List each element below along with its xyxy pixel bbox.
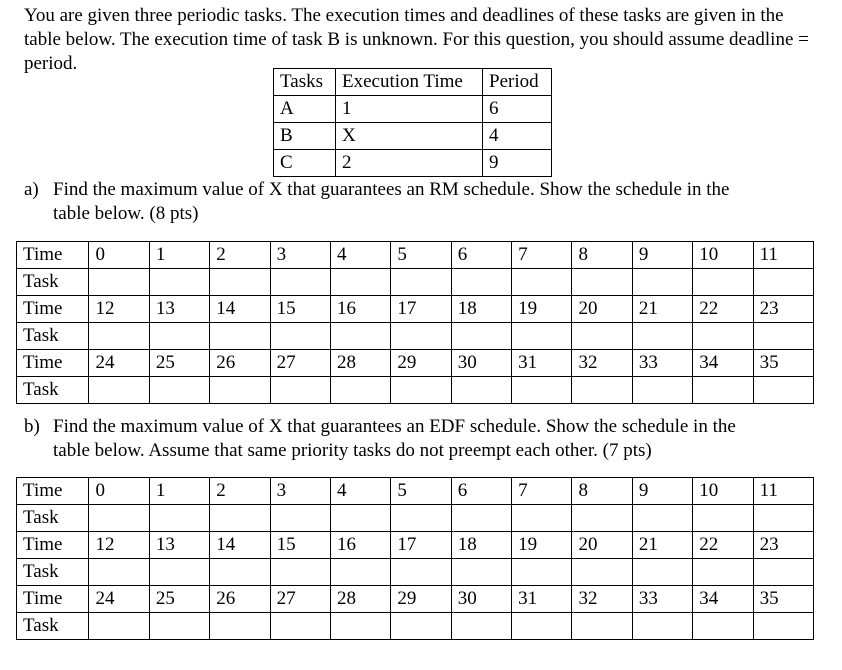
time-slot-cell: 14 [210,532,270,559]
time-slot-cell: 27 [270,586,330,613]
time-slot-cell: 30 [451,350,511,377]
time-slot-cell: 24 [89,586,149,613]
time-slot-cell: 8 [572,242,632,269]
time-row-label: Time [17,296,89,323]
task-parameters-table [273,68,552,177]
task-slot-cell[interactable] [753,269,813,296]
edf-task-row [17,505,814,532]
task-slot-cell[interactable] [632,559,692,586]
time-slot-cell: 26 [210,350,270,377]
period-cell: 4 [483,123,552,150]
task-slot-cell[interactable] [753,323,813,350]
time-slot-cell: 24 [89,350,149,377]
time-slot-cell: 20 [572,296,632,323]
time-slot-cell: 29 [391,586,451,613]
task-slot-cell[interactable] [330,323,390,350]
time-slot-cell: 10 [693,242,753,269]
time-slot-cell: 17 [391,532,451,559]
time-slot-cell: 9 [632,478,692,505]
time-slot-cell: 25 [149,586,209,613]
time-row-label: Time [17,242,89,269]
task-slot-cell[interactable] [693,377,753,404]
task-slot-cell[interactable] [451,613,511,640]
task-slot-cell[interactable] [512,505,572,532]
task-slot-cell[interactable] [572,269,632,296]
task-slot-cell[interactable] [693,323,753,350]
question-b-label: b) [24,416,40,437]
task-row-label: Task [17,377,89,404]
time-slot-cell: 6 [451,478,511,505]
time-slot-cell: 28 [330,350,390,377]
time-slot-cell: 11 [753,478,813,505]
task-slot-cell[interactable] [693,613,753,640]
rm-task-row [17,377,814,404]
time-slot-cell: 29 [391,350,451,377]
task-slot-cell[interactable] [693,559,753,586]
time-slot-cell: 5 [391,242,451,269]
time-slot-cell: 30 [451,586,511,613]
task-slot-cell[interactable] [451,377,511,404]
time-slot-cell: 2 [210,478,270,505]
task-slot-cell[interactable] [210,613,270,640]
time-slot-cell: 4 [330,478,390,505]
task-slot-cell[interactable] [451,323,511,350]
time-slot-cell: 35 [753,350,813,377]
task-slot-cell[interactable] [512,559,572,586]
rm-schedule-table [16,241,814,404]
time-slot-cell: 34 [693,586,753,613]
task-slot-cell[interactable] [693,269,753,296]
time-slot-cell: 0 [89,242,149,269]
task-slot-cell[interactable] [149,505,209,532]
task-slot-cell[interactable] [270,613,330,640]
rm-task-row [17,323,814,350]
time-slot-cell: 32 [572,586,632,613]
task-slot-cell[interactable] [149,323,209,350]
time-slot-cell: 28 [330,586,390,613]
task-slot-cell[interactable] [512,613,572,640]
task-slot-cell[interactable] [572,613,632,640]
period-cell: 9 [483,150,552,177]
task-slot-cell[interactable] [512,377,572,404]
task-slot-cell[interactable] [330,505,390,532]
rm-task-row [17,269,814,296]
task-slot-cell[interactable] [512,269,572,296]
question-b-line1 [24,415,814,439]
task-slot-cell[interactable] [753,559,813,586]
task-slot-cell[interactable] [632,269,692,296]
time-slot-cell: 3 [270,242,330,269]
task-table-header: Period [483,69,552,96]
time-slot-cell: 3 [270,478,330,505]
question-b [24,415,814,463]
time-row-label: Time [17,350,89,377]
time-slot-cell: 22 [693,296,753,323]
task-row-label: Task [17,613,89,640]
time-slot-cell: 21 [632,296,692,323]
task-slot-cell[interactable] [89,377,149,404]
task-slot-cell[interactable] [210,559,270,586]
time-slot-cell: 10 [693,478,753,505]
time-slot-cell: 8 [572,478,632,505]
intro-paragraph: You are given three periodic tasks. The execution times and deadlines of these tasks are given in the table below. The execution time of task B is unknown. For this question, you should assume deadline = period. [24,5,809,74]
time-slot-cell: 6 [451,242,511,269]
time-slot-cell: 23 [753,532,813,559]
question-b-text: Find the maximum value of X that guarantees an EDF schedule. Show the schedule in the [53,416,736,437]
task-slot-cell[interactable] [451,559,511,586]
edf-time-row [17,586,814,613]
task-slot-cell[interactable] [270,323,330,350]
edf-time-row [17,478,814,505]
time-slot-cell: 20 [572,532,632,559]
task-table-row [274,96,552,123]
task-slot-cell[interactable] [210,377,270,404]
task-slot-cell[interactable] [572,505,632,532]
task-slot-cell[interactable] [149,613,209,640]
task-slot-cell[interactable] [270,377,330,404]
time-slot-cell: 33 [632,586,692,613]
edf-task-row [17,613,814,640]
time-slot-cell: 26 [210,586,270,613]
time-slot-cell: 19 [512,296,572,323]
edf-schedule-table [16,477,814,640]
task-slot-cell[interactable] [270,505,330,532]
task-slot-cell[interactable] [391,505,451,532]
task-slot-cell[interactable] [149,269,209,296]
question-a-text: Find the maximum value of X that guarantees an RM schedule. Show the schedule in the [53,179,730,200]
task-slot-cell[interactable] [89,323,149,350]
task-slot-cell[interactable] [451,505,511,532]
time-slot-cell: 5 [391,478,451,505]
task-table-header: Execution Time [336,69,483,96]
edf-time-row [17,532,814,559]
task-slot-cell[interactable] [512,323,572,350]
time-row-label: Time [17,532,89,559]
time-slot-cell: 31 [512,586,572,613]
time-slot-cell: 1 [149,478,209,505]
task-slot-cell[interactable] [330,613,390,640]
task-slot-cell[interactable] [270,559,330,586]
time-slot-cell: 12 [89,532,149,559]
task-slot-cell[interactable] [451,269,511,296]
task-slot-cell[interactable] [391,269,451,296]
time-slot-cell: 7 [512,478,572,505]
task-slot-cell[interactable] [270,269,330,296]
time-slot-cell: 7 [512,242,572,269]
period-cell: 6 [483,96,552,123]
time-slot-cell: 33 [632,350,692,377]
question-a-label: a) [24,179,39,200]
time-slot-cell: 0 [89,478,149,505]
task-slot-cell[interactable] [391,323,451,350]
time-slot-cell: 9 [632,242,692,269]
time-slot-cell: 16 [330,296,390,323]
time-slot-cell: 13 [149,532,209,559]
task-slot-cell[interactable] [210,323,270,350]
time-slot-cell: 14 [210,296,270,323]
execution-time-cell: X [336,123,483,150]
task-table-row [274,123,552,150]
time-slot-cell: 18 [451,532,511,559]
task-slot-cell[interactable] [753,505,813,532]
task-slot-cell[interactable] [89,269,149,296]
task-row-label: Task [17,269,89,296]
task-slot-cell[interactable] [572,559,632,586]
task-table-row [274,150,552,177]
task-name-cell: C [274,150,336,177]
task-slot-cell[interactable] [149,559,209,586]
task-table-header-row [274,69,552,96]
task-table-header: Tasks [274,69,336,96]
task-slot-cell[interactable] [693,505,753,532]
question-a [24,178,814,226]
time-slot-cell: 2 [210,242,270,269]
time-slot-cell: 27 [270,350,330,377]
task-slot-cell[interactable] [391,613,451,640]
task-slot-cell[interactable] [632,377,692,404]
time-slot-cell: 15 [270,532,330,559]
execution-time-cell: 1 [336,96,483,123]
time-slot-cell: 19 [512,532,572,559]
time-slot-cell: 23 [753,296,813,323]
task-slot-cell[interactable] [391,559,451,586]
task-row-label: Task [17,559,89,586]
rm-time-row [17,350,814,377]
task-row-label: Task [17,505,89,532]
rm-time-row [17,296,814,323]
task-slot-cell[interactable] [753,377,813,404]
time-slot-cell: 18 [451,296,511,323]
time-slot-cell: 12 [89,296,149,323]
rm-time-row [17,242,814,269]
task-slot-cell[interactable] [572,377,632,404]
task-slot-cell[interactable] [210,505,270,532]
task-slot-cell[interactable] [572,323,632,350]
task-slot-cell[interactable] [632,613,692,640]
task-slot-cell[interactable] [632,505,692,532]
time-slot-cell: 17 [391,296,451,323]
task-slot-cell[interactable] [89,613,149,640]
time-slot-cell: 16 [330,532,390,559]
task-slot-cell[interactable] [391,377,451,404]
task-slot-cell[interactable] [753,613,813,640]
time-slot-cell: 15 [270,296,330,323]
question-a-line2: table below. (8 pts) [53,203,199,224]
execution-time-cell: 2 [336,150,483,177]
task-slot-cell[interactable] [210,269,270,296]
task-name-cell: B [274,123,336,150]
time-slot-cell: 22 [693,532,753,559]
question-a-line1 [24,178,814,202]
task-slot-cell[interactable] [89,559,149,586]
time-slot-cell: 11 [753,242,813,269]
task-slot-cell[interactable] [330,377,390,404]
task-name-cell: A [274,96,336,123]
task-slot-cell[interactable] [149,377,209,404]
time-slot-cell: 1 [149,242,209,269]
time-slot-cell: 32 [572,350,632,377]
time-slot-cell: 21 [632,532,692,559]
time-row-label: Time [17,586,89,613]
time-slot-cell: 25 [149,350,209,377]
edf-task-row [17,559,814,586]
task-row-label: Task [17,323,89,350]
time-slot-cell: 4 [330,242,390,269]
task-slot-cell[interactable] [330,269,390,296]
question-b-line2: table below. Assume that same priority tasks do not preempt each other. (7 pts) [53,440,652,461]
time-slot-cell: 34 [693,350,753,377]
time-slot-cell: 13 [149,296,209,323]
time-slot-cell: 35 [753,586,813,613]
time-row-label: Time [17,478,89,505]
task-slot-cell[interactable] [89,505,149,532]
time-slot-cell: 31 [512,350,572,377]
task-slot-cell[interactable] [632,323,692,350]
task-slot-cell[interactable] [330,559,390,586]
